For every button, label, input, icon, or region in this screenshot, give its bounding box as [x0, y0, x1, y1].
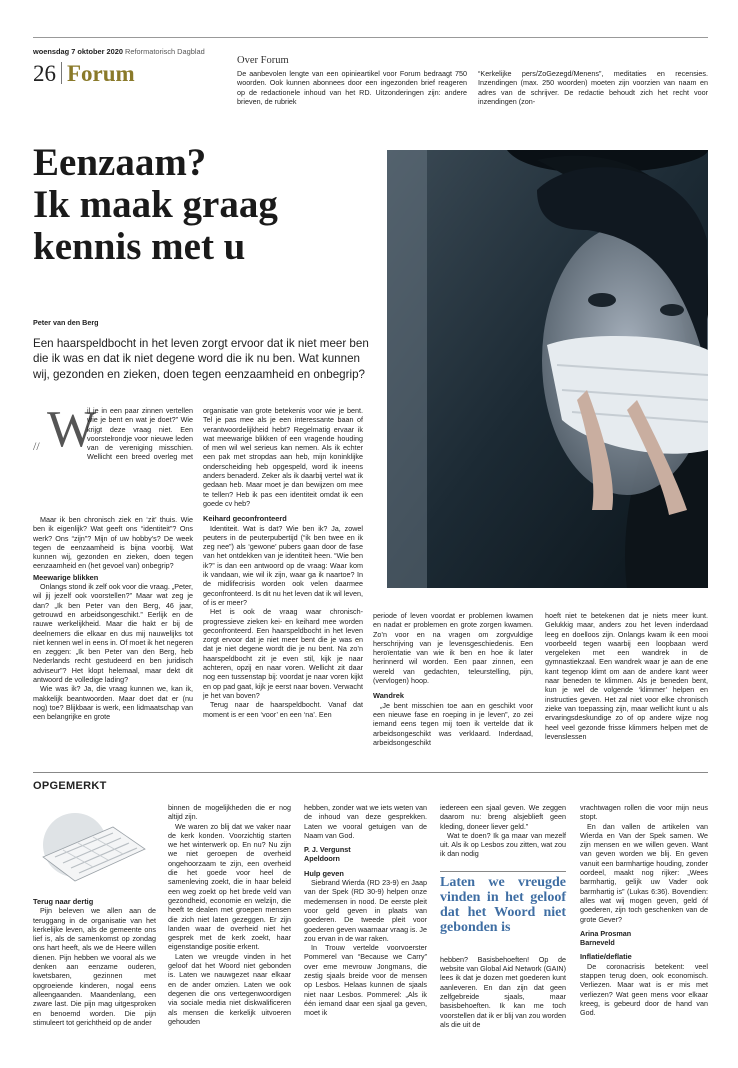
- paragraph: In Trouw vertelde voorvoerster Pommerel van “Because we Carry” over eme mevrouw Jongmans, die zestig sjaals breide voor de mensen op Lesbos. Helaas kunnen de sjaals niet naar Lesbos. Pommerel: „Als ik één iemand daar een sjaal ga geven, moet ik: [304, 943, 427, 1018]
- paragraph: Maar ik ben chronisch ziek en ‘zit’ thuis. Wie ben ik eigenlijk? Wat geeft ons “identiteit”? Ons werk? Ons “zijn”? Mijn of uw hobby’s? De week tegen de eenzaamheid is bijna voorbij. Wat kunnen wij, gezonden en zieken, doen tegen eenzaamheid en (het gevoel van) onbegrip?: [33, 515, 193, 571]
- dropcap-block: [33, 401, 193, 463]
- page-number: 26: [33, 61, 56, 86]
- paragraph: Identiteit. Wat is dat? Wie ben ik? Ja, zowel peuters in de peuterpubertijd (“ik ben twee en ik zeg nee”) als ‘gewone’ pubers gaan door de fase van het ontdekken van je identiteit heen. “Wie ben ik?” is dan een antwoord op de vraag: Waar kom ik vandaan, wie wil ik zijn, waar ga ik naartoe? In de midlifecrisis worden ook velen daarmee geconfronteerd. Is dit nu het leven dat ik wil leven, of is er meer?: [203, 523, 363, 607]
- paragraph: En dan vallen de artikelen van Wierda en Van der Spek samen. We zijn mensen en we willen geven. Want van geven worden we blij. En geven vanuit een barmhartige houding, zonder oordeel, maakt nog rijker: „Wees barmhartig, gelijk uw Vader ook barmhartig is” (Lukas 6:36). Bovendien: alles wat wij mogen geven, geld óf goederen, zijn toch geschenken van de grote Gever?: [580, 821, 708, 924]
- keyboard-icon: [33, 805, 153, 885]
- dateline: [33, 47, 205, 56]
- section-rule: [33, 772, 708, 773]
- paragraph: Laten we vreugde vinden in het geloof dat het Woord niet gebonden is. Laten we nauwgezet naar elkaar en de ander omzien. Laten we ook degenen die ons vertegenwoordigen via sociale media niet diskwalificeren als mensen die kerkelijk uitvoeren gehouden: [168, 951, 291, 1026]
- quote-mark: //: [33, 439, 40, 453]
- article-col-1: [33, 401, 194, 722]
- signature-place: Barneveld: [580, 938, 615, 948]
- over-forum-col2: “Kerkelijke pers/ZoGezegd/Menens”, meditaties en recensies. Inzendingen (max. 250 woorden) moeten zijn voorzien van naam en adres van de schrijver. De redactie behoudt zich het recht voor inzendingen (zon-: [478, 69, 708, 106]
- opgemerkt-title: OPGEMERKT: [33, 780, 107, 792]
- article-col-2: [203, 406, 363, 719]
- paragraph: Terug naar de haarspeldbocht. Vanaf dat moment is er een ‘voor’ en een ‘na’. Een: [203, 700, 363, 719]
- paragraph: iedereen een sjaal geven. We zeggen daarom nu: breng alsjeblieft geen kleding, doneer liever geld.”: [440, 803, 566, 831]
- subheading: Inflatie/deflatie: [580, 952, 632, 962]
- dropcap: W: [47, 401, 97, 458]
- subheading: Keihard geconfronteerd: [203, 514, 287, 524]
- paragraph: organisatie van grote betekenis voor wie je bent. Tel je pas mee als je een interessante baan of verantwoordelijkheid hebt? Regelmatig ervaar ik wat meewarige blikken of een vragende houding of men wil wel serieus kan nemen. Als ik echter een pak met stropdas aan heb, mijn koninklijke onderscheiding heb opgespeld, word ik ineens anders benaderd. Zeker als ik daarbij vertel wat ik gedaan heb. Maar moet je dan bewijzen om mee te tellen? Heb ik pas een identiteit omdat ik een goede cv heb?: [203, 406, 363, 508]
- paragraph: vrachtwagen rollen die voor mijn neus stopt.: [580, 803, 708, 822]
- paragraph: „Je bent misschien toe aan en geschikt voor een nieuwe fase en roeping in je leven”, zo zei iemand eens tegen mij toen ik vertelde dat ik arbeidsongeschikt was verklaard. Inderdaad, arbeidsongeschikt: [373, 700, 533, 747]
- subheading: Wandrek: [373, 691, 404, 701]
- article-col-3: [373, 611, 533, 747]
- masked-woman-photo: [387, 150, 708, 588]
- pull-quote: Laten we vreugde vinden in het geloof dat het Woord niet gebonden is: [440, 874, 566, 935]
- subheading: Terug naar dertig: [33, 897, 94, 906]
- article-photo: [387, 150, 708, 588]
- over-forum-title: Over Forum: [237, 55, 289, 66]
- paragraph: Wie was ik? Ja, die vraag kunnen we, kan ik, makkelijk beantwoorden. Maar doet dat er (nu nog) toe? Blijkbaar is werk, een lidmaatschap van een belangrijke en grote: [33, 684, 193, 722]
- top-rule: [33, 37, 708, 38]
- article-col-4: [545, 611, 708, 741]
- date: woensdag 7 oktober 2020: [33, 47, 123, 56]
- headline-line-3: kennis met u: [33, 225, 246, 268]
- paragraph: Onlangs stond ik zelf ook voor die vraag. „Peter, wil jij jezelf ook voorstellen?” Maar wat zeg je dan? „Ik ben Peter van den Berg, 46 jaar, getrouwd en arbeidsongeschikt.” Eerlijk en de rauwe werkelijkheid. Maar die hakt er bij de deelnemers die elkaar en dus mij nauwelijks tot niet kennen wel in eens in. Of moet ik het negeren en zeggen: „Ik ben Peter van den Berg, heb Nederlands recht gestudeerd en ben juridisch adviseur”? Het klopt helemaal, maar dekt dit antwoord de volledige lading?: [33, 582, 194, 685]
- opgemerkt-col-4: [440, 803, 566, 1029]
- signature-place: Apeldoorn: [304, 854, 340, 864]
- pull-quote-box: [440, 871, 566, 951]
- opgemerkt-col-1: [33, 895, 156, 1027]
- subheading: Hulp geven: [304, 868, 344, 878]
- signature-name: Arina Prosman: [580, 928, 632, 938]
- author-name: Peter van den Berg: [33, 318, 99, 327]
- paragraph: Pijn beleven we allen aan de teruggang in de organisatie van het kerkelijke leven, als de gemeente ons lief is, als de samenkomst op zondag ons hart heeft, als we de Heere willen dienen. Pijn hebben we vooral als we denken aan eenzame ouderen, kwetsbaren, gezinnen met opgroeiende kinderen, nogal eens alleengaanden. Maandenlang, een zware last. Die pijn mag uitgesproken en benoemd worden. Die pijn stimuleert tot gerichtheid op de ander: [33, 906, 156, 1027]
- section-title: Forum: [67, 61, 135, 86]
- paragraph: Het is ook de vraag waar chronisch-progressieve zieken kei- en keihard mee worden geconfronteerd. Een haarspeldbocht in het leven zorgt ervoor dat je niet meer bent die je was en dat je niet degene wordt die je nu bent. Na zo’n haarspeldbocht zit je even stil, kijk je naar achteren, opzij en naar voren. Wellicht zit daar nog een tussenstap bij: voordat je naar voren kijkt en op pad gaat, kijk je eerst naar boven. Verwacht je het van boven?: [203, 607, 363, 700]
- over-forum-col1: De aanbevolen lengte van een opinieartikel voor Forum bedraagt 750 woorden. Ook kunnen abonnees door een ingezonden brief reageren op de redactionele inhoud van het RD. Uitzonderingen zijn: andere brieven, de rubriek: [237, 69, 467, 106]
- paragraph: binnen de mogelijkheden die er nog altijd zijn.: [168, 803, 291, 822]
- page-header: [33, 60, 135, 88]
- opgemerkt-col-5: [580, 803, 708, 1018]
- paragraph: hebben, zonder wat we iets weten van de inhoud van deze gesprekken. Laten we vooral getuigen van de Naam van God.: [304, 803, 427, 840]
- headline: [33, 142, 278, 268]
- headline-line-1: Eenzaam?: [33, 141, 207, 184]
- paragraph: hebben? Basisbehoeften! Op de website van Global Aid Network (GAIN) lees ik dat je dozen met goederen kunt aanleveren. En dan zijn dat geen zelfgebreide sjaals, maar basisbehoeften. Ik kan me toch voorstellen dat ik er blij van zou worden als die uit de: [440, 954, 566, 1029]
- paragraph: periode of leven voordat er problemen kwamen en nadat er problemen en grote zorgen kwamen. Zo’n voor en na vragen om zorgvuldige herschrijving van je levensgeschiedenis. Een heroïentatie van wie ik ben en hoe ik later herinnerd wil worden. Een paar zinnen, een wereld van gedachten, teleurstelling, pijn, (vervlogen) hoop.: [373, 611, 533, 686]
- article-intro: il je in een paar zinnen vertellen wie je bent en wat je doet?” Wie krijgt deze vraag niet. Een voorstelrondje voor nieuwe leden van de vereniging misschien. Wellicht een breed overleg met: [87, 406, 193, 462]
- subheading: Meewarige blikken: [33, 572, 99, 582]
- article-lead: Een haarspeldbocht in het leven zorgt ervoor dat ik niet meer ben die ik was en dat ik niet degene word die ik nu ben. Wat kunnen wij, gezonden en zieken, doen tegen eenzaamheid en onbegrip?: [33, 337, 369, 381]
- keyboard-illustration: [33, 805, 153, 885]
- opgemerkt-col-2: [168, 803, 291, 1026]
- paragraph: hoeft niet te betekenen dat je niets meer kunt. Gelukkig maar, anders zou het leven inderdaad leeg en doelloos zijn. Onlangs kwam ik een mooi voorbeeld tegen waarbij een loopbaan werd vergeleken met een wandrek in de gymnastiekzaal. Een wandrek waar je aan de ene kant tegenop klimt om aan de andere kant weer naar beneden te klimmen. Als je beneden bent, kun je wel de volgende ‘klimmer’ helpen en instructies geven. Het zal niet voor elke chronisch zieke van toepassing zijn, maar wellicht kunt u als ervaringsdeskundige zo of op andere wijze nog heel veel gezonde frisse klimmers helpen met de levenslessen: [545, 611, 708, 741]
- paragraph: We waren zo blij dat we vaker naar de kerk konden. Voorzichtig starten we het winterwerk op. En nu? Nu zijn we niet geroepen de overheid ongehoorzaam te zijn, een overheid die het goede voor heel de samenleving zoekt, die in haar beleid een weg zoekt op het brede veld van gezondheid, economie en welzijn, die heeft te dealen met groepen mensen die zich niet laten gezeggen. Er zijn landen waar de overheid niet het gesprek met de kerk zoekt, haar eigenstandige positie erkent.: [168, 821, 291, 952]
- headline-line-2: Ik maak graag: [33, 183, 278, 226]
- paragraph: De coronacrisis betekent: veel stappen terug doen, ook economisch. Verliezen. Maar wat is er mis met verliezen? Wat geen mens voor elkaar kreeg, is gebeurd door de hand van God.: [580, 961, 708, 1018]
- paragraph: Wat te doen? Ik ga maar van mezelf uit. Als ik op Lesbos zou zitten, wat zou ik dan nodig: [440, 830, 566, 859]
- opgemerkt-col-3: [304, 803, 427, 1018]
- signature-name: P. J. Vergunst: [304, 845, 351, 855]
- paper-name: Reformatorisch Dagblad: [125, 47, 205, 56]
- paragraph: Siebrand Wierda (RD 23-9) en Jaap van der Spek (RD 30-9) helpen onze medemensen in nood. De eerste pleit voor geld geven in plaats van goederen. De tweede pleit voor goederen geven waarnaar vraag is. Je zou ervan in de war raken.: [304, 878, 427, 943]
